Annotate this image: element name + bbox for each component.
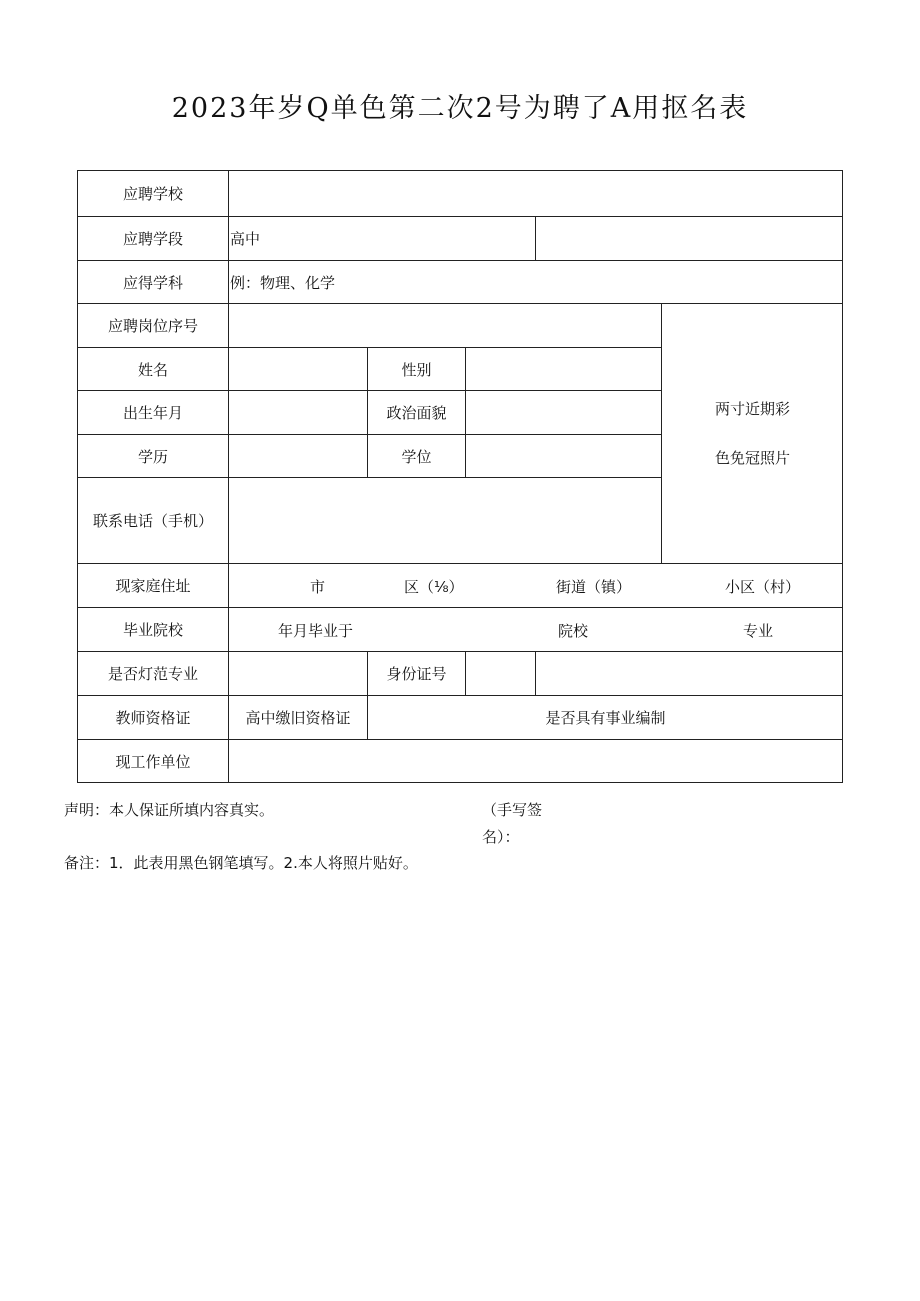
address-street-label: 街道（镇） <box>556 578 632 596</box>
graduation-label: 毕业院校 <box>78 608 229 652</box>
normal-major-label: 是否灯范专业 <box>78 652 229 696</box>
workplace-label: 现工作单位 <box>78 740 229 783</box>
signature-label-line2: 名）： <box>482 828 520 846</box>
gender-input[interactable] <box>466 348 662 391</box>
id-number-input[interactable] <box>466 652 536 696</box>
degree-label: 学位 <box>368 435 466 478</box>
subject-input[interactable]: 例：物理、化学 <box>229 261 843 304</box>
school-label: 应聘学校 <box>78 171 229 217</box>
teacher-cert-input[interactable]: 高中缴旧资格证 <box>229 696 368 740</box>
education-input[interactable] <box>229 435 368 478</box>
school-input[interactable] <box>229 171 843 217</box>
teacher-cert-label: 教师资格证 <box>78 696 229 740</box>
remarks-text: 备注：1．此表用黑色钢笔填写。2.本人将照片贴好。 <box>64 854 418 872</box>
phone-input[interactable] <box>229 478 662 564</box>
photo-instruction-line1: 两寸近期彩 <box>714 399 790 418</box>
address-label: 现家庭住址 <box>78 564 229 608</box>
post-number-label: 应聘岗位序号 <box>78 304 229 348</box>
graduation-school-label: 院校 <box>558 622 589 640</box>
id-number-label: 身份证号 <box>368 652 466 696</box>
graduation-major-label: 专业 <box>743 622 774 640</box>
address-city-label: 市 <box>310 578 326 596</box>
graduation-input[interactable] <box>229 608 843 652</box>
graduation-date-label: 年月毕业于 <box>278 622 354 640</box>
education-label: 学历 <box>78 435 229 478</box>
post-number-input[interactable] <box>229 304 662 348</box>
photo-instruction-line2: 色免冠照片 <box>714 448 790 467</box>
address-community-label: 小区（村） <box>725 578 801 596</box>
stage-label: 应聘学段 <box>78 217 229 261</box>
address-input[interactable] <box>229 564 843 608</box>
subject-label: 应得学科 <box>78 261 229 304</box>
name-label: 姓名 <box>78 348 229 391</box>
workplace-input[interactable] <box>229 740 843 783</box>
name-input[interactable] <box>229 348 368 391</box>
form-title: 2023年岁Q单色第二次2号为聘了A用抠名表 <box>171 93 749 124</box>
normal-major-input[interactable] <box>229 652 368 696</box>
degree-input[interactable] <box>466 435 662 478</box>
id-number-input-extra[interactable] <box>536 652 843 696</box>
stage-input[interactable]: 高中 <box>229 217 536 261</box>
birth-label: 出生年月 <box>78 391 229 435</box>
address-district-label: 区（⅛） <box>404 578 464 596</box>
registration-form-table <box>77 170 843 783</box>
stage-extra-input[interactable] <box>536 217 843 261</box>
photo-area[interactable] <box>662 304 843 564</box>
gender-label: 性别 <box>368 348 466 391</box>
phone-label: 联系电话（手机） <box>78 478 229 564</box>
staffing-label: 是否具有事业编制 <box>368 696 843 740</box>
declaration-text: 声明：本人保证所填内容真实。 <box>64 801 275 819</box>
politics-label: 政治面貌 <box>368 391 466 435</box>
politics-input[interactable] <box>466 391 662 435</box>
signature-label-line1: （手写签 <box>482 801 543 819</box>
birth-input[interactable] <box>229 391 368 435</box>
